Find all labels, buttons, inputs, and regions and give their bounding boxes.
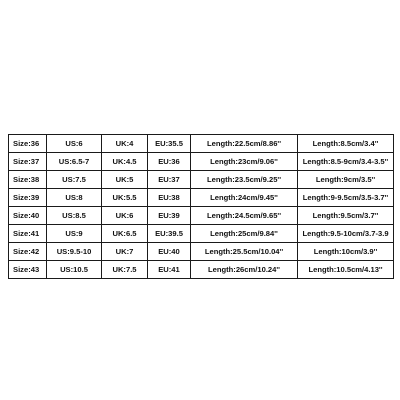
length-cell: Length:22.5cm/8.86''	[191, 135, 298, 153]
us-size-cell: US:8	[47, 189, 102, 207]
eu-size-cell: EU:39.5	[148, 225, 191, 243]
size-cell: Size:39	[9, 189, 47, 207]
us-size-cell: US:8.5	[47, 207, 102, 225]
foot-length-cell: Length:10cm/3.9''	[298, 243, 394, 261]
length-cell: Length:24.5cm/9.65''	[191, 207, 298, 225]
table-row	[9, 189, 394, 207]
eu-size-cell: EU:41	[148, 261, 191, 279]
size-cell: Size:42	[9, 243, 47, 261]
length-cell: Length:24cm/9.45''	[191, 189, 298, 207]
table-row	[9, 171, 394, 189]
foot-length-cell: Length:8.5cm/3.4''	[298, 135, 394, 153]
table-row	[9, 243, 394, 261]
uk-size-cell: UK:5	[102, 171, 148, 189]
length-cell: Length:25.5cm/10.04''	[191, 243, 298, 261]
size-cell: Size:37	[9, 153, 47, 171]
table-row	[9, 261, 394, 279]
uk-size-cell: UK:7	[102, 243, 148, 261]
us-size-cell: US:10.5	[47, 261, 102, 279]
uk-size-cell: UK:6.5	[102, 225, 148, 243]
uk-size-cell: UK:4.5	[102, 153, 148, 171]
foot-length-cell: Length:9cm/3.5''	[298, 171, 394, 189]
eu-size-cell: EU:37	[148, 171, 191, 189]
eu-size-cell: EU:40	[148, 243, 191, 261]
size-cell: Size:41	[9, 225, 47, 243]
us-size-cell: US:7.5	[47, 171, 102, 189]
eu-size-cell: EU:38	[148, 189, 191, 207]
foot-length-cell: Length:8.5-9cm/3.4-3.5''	[298, 153, 394, 171]
size-cell: Size:38	[9, 171, 47, 189]
size-cell: Size:43	[9, 261, 47, 279]
us-size-cell: US:6	[47, 135, 102, 153]
eu-size-cell: EU:36	[148, 153, 191, 171]
table-row	[9, 135, 394, 153]
size-cell: Size:36	[9, 135, 47, 153]
foot-length-cell: Length:9.5-10cm/3.7-3.9	[298, 225, 394, 243]
length-cell: Length:26cm/10.24''	[191, 261, 298, 279]
table-row	[9, 207, 394, 225]
uk-size-cell: UK:6	[102, 207, 148, 225]
foot-length-cell: Length:9-9.5cm/3.5-3.7''	[298, 189, 394, 207]
size-chart-table	[8, 134, 394, 279]
length-cell: Length:23.5cm/9.25''	[191, 171, 298, 189]
eu-size-cell: EU:39	[148, 207, 191, 225]
length-cell: Length:25cm/9.84''	[191, 225, 298, 243]
foot-length-cell: Length:9.5cm/3.7''	[298, 207, 394, 225]
table-row	[9, 153, 394, 171]
length-cell: Length:23cm/9.06''	[191, 153, 298, 171]
table-row	[9, 225, 394, 243]
us-size-cell: US:6.5-7	[47, 153, 102, 171]
size-cell: Size:40	[9, 207, 47, 225]
us-size-cell: US:9	[47, 225, 102, 243]
us-size-cell: US:9.5-10	[47, 243, 102, 261]
uk-size-cell: UK:5.5	[102, 189, 148, 207]
foot-length-cell: Length:10.5cm/4.13''	[298, 261, 394, 279]
uk-size-cell: UK:7.5	[102, 261, 148, 279]
eu-size-cell: EU:35.5	[148, 135, 191, 153]
uk-size-cell: UK:4	[102, 135, 148, 153]
